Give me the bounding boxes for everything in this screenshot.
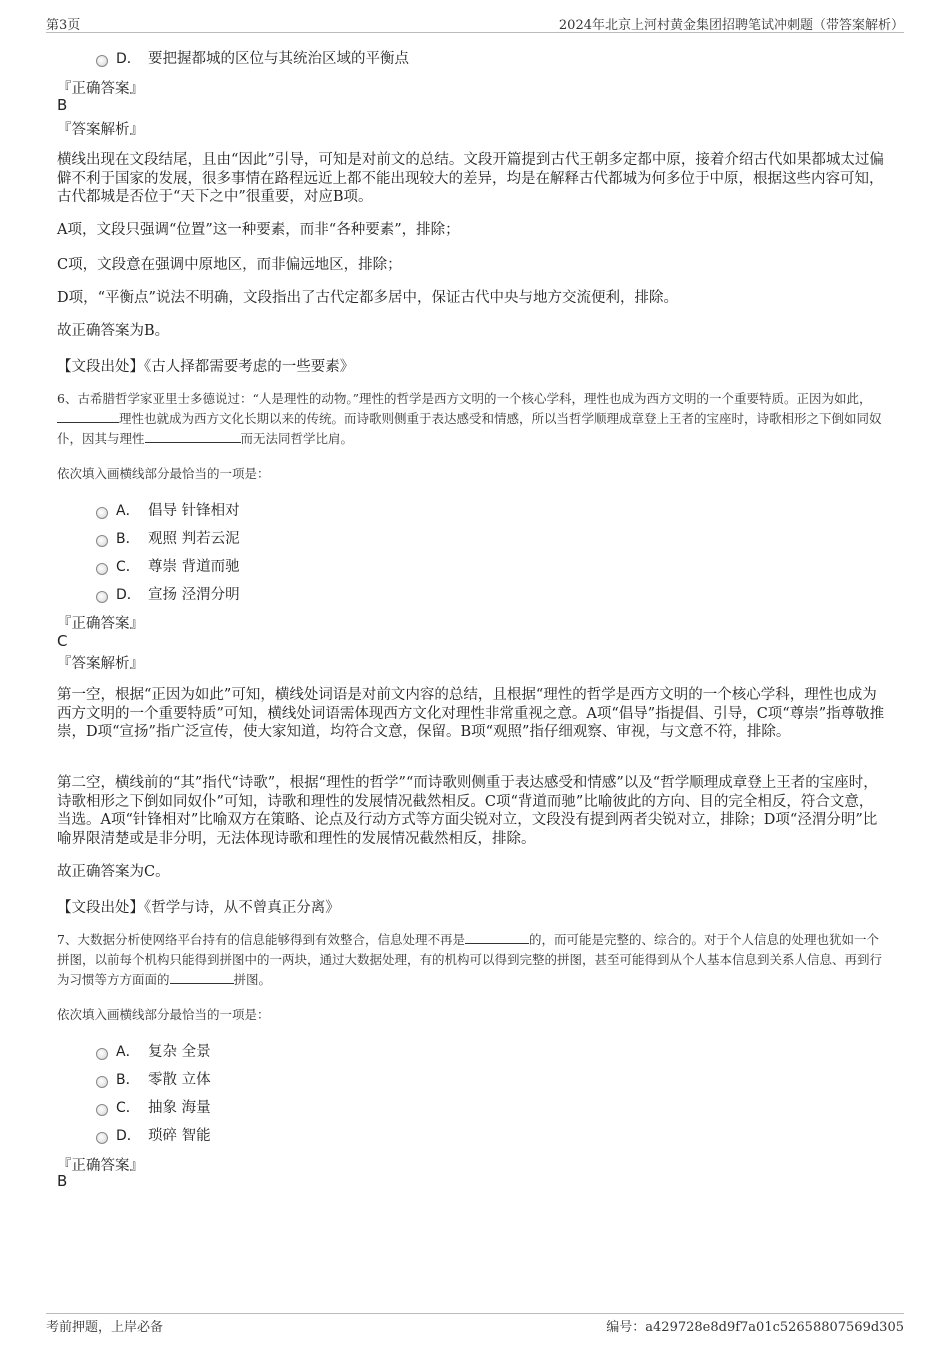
q6-analysis-1: 第一空，根据“正因为如此”可知，横线处词语是对前文内容的总结，且根据“理性的哲学是西方文明的一个核心学科，理性也成为西方文明的一个重要特质”可知，横线处词语需体现西方文化对理性非常重视之意。A项“倡导”指提倡、引导，C项“尊崇”指尊敬推崇，D项“宣扬”指广泛宣传，使大家知道，均符合文意，保留。B项“观照”指仔细观察、审视，与文意不符，排除。 [57, 687, 885, 740]
q6-analysis-3: 故正确答案为C。 [57, 864, 170, 880]
q6-analysis-2: 第二空，横线前的“其”指代“诗歌”，根据“理性的哲学”“而诗歌则侧重于表达感受和情感”以及“哲学顺理成章登上王者的宝座时，诗歌相形之下倒如同奴仆”可知，诗歌和理性的发展情况截然相反。C项“背道而驰”比喻彼此的方向、目的完全相反，符合文意，当选。A项“针锋相对”比喻双方在策略、论点及行动方式等方面尖锐对立，文段没有提到两者尖锐对立，排除；D项“泾渭分明”比喻界限清楚或是非分明，无法体现诗歌和理性的发展情况截然相反，排除。 [57, 775, 878, 847]
q7-option-c[interactable]: C． 抽象 海量 [96, 1096, 211, 1117]
q5-analysis-4: D项，“平衡点”说法不明确，文段指出了古代定都多居中，保证古代中央与地方交流便利，排除。 [57, 290, 678, 306]
q5-analysis-2: A项，文段只强调“位置”这一种要素，而非“各种要素”，排除； [57, 222, 460, 238]
q7-correct-label: 『正确答案』 [57, 1158, 144, 1174]
q7-prompt: 依次填入画横线部分最恰当的一项是： [57, 1007, 270, 1022]
radio-icon[interactable] [96, 1076, 108, 1088]
blank-1 [465, 931, 529, 944]
q6-source: 【文段出处】《哲学与诗，从不曾真正分离》 [57, 900, 340, 916]
blank-1 [57, 410, 119, 423]
q6-answer: C [57, 632, 68, 650]
radio-icon[interactable] [96, 591, 108, 603]
q6-stem: 6、古希腊哲学家亚里士多德说过：“人是理性的动物。”理性的哲学是西方文明的一个核心学科，理性也成为西方文明的一个重要特质。正因为如此，理性也就成为西方文化长期以来的传统。而诗歌则侧重于表达感受和情感，所以当哲学顺理成章登上王者的宝座时，诗歌相形之下倒如同奴仆，因其与理性 而无法同哲学比肩。 [57, 391, 882, 446]
radio-icon[interactable] [96, 1132, 108, 1144]
q5-analysis-1: 横线出现在文段结尾，且由“因此”引导，可知是对前文的总结。文段开篇提到古代王朝多定都中原，接着介绍古代如果都城太过偏僻不利于国家的发展，很多事情在路程远近上都不能出现较大的差异，均是在解释古代都城为何多位于中原，根据这些内容可知，古代都城是否位于“天下之中”很重要，对应B项。 [57, 152, 884, 205]
q7-option-d[interactable]: D． 琐碎 智能 [96, 1124, 211, 1145]
page-footer [46, 1313, 904, 1336]
q7-answer: B [57, 1172, 68, 1190]
q6-option-a[interactable]: A． 倡导 针锋相对 [96, 499, 240, 520]
q6-option-d[interactable]: D． 宣扬 泾渭分明 [96, 583, 240, 604]
page-number: 第3页 [46, 18, 81, 33]
radio-icon[interactable] [96, 55, 108, 67]
q6-option-b[interactable]: B． 观照 判若云泥 [96, 527, 240, 548]
blank-2 [145, 430, 241, 443]
blank-2 [170, 971, 234, 984]
footer-slogan: 考前押题，上岸必备 [46, 1320, 164, 1335]
radio-icon[interactable] [96, 535, 108, 547]
q5-option-d[interactable]: D． 要把握都城的区位与其统治区域的平衡点 [96, 47, 409, 68]
q6-option-c[interactable]: C． 尊崇 背道而驰 [96, 555, 240, 576]
q5-correct-label: 『正确答案』 [57, 81, 144, 97]
document-title: 2024年北京上河村黄金集团招聘笔试冲刺题（带答案解析） [558, 18, 904, 33]
document-id: 编号：a429728e8d9f7a01c52658807569d305 [606, 1320, 904, 1335]
q5-answer: B [57, 96, 68, 114]
q5-analysis-label: 『答案解析』 [57, 122, 144, 138]
q6-prompt: 依次填入画横线部分最恰当的一项是： [57, 466, 270, 481]
q6-correct-label: 『正确答案』 [57, 616, 144, 632]
q5-analysis-3: C项，文段意在强调中原地区，而非偏远地区，排除； [57, 257, 402, 273]
radio-icon[interactable] [96, 563, 108, 575]
radio-icon[interactable] [96, 1104, 108, 1116]
q7-option-b[interactable]: B． 零散 立体 [96, 1068, 211, 1089]
q5-source: 【文段出处】《古人择都需要考虑的一些要素》 [57, 359, 355, 375]
q7-stem: 7、大数据分析使网络平台持有的信息能够得到有效整合，信息处理不再是 的，而可能是完整的、综合的。对于个人信息的处理也犹如一个拼图，以前每个机构只能得到拼图中的一两块，通过大数据处理，有的机构可以得到完整的拼图，甚至可能得到从个人基本信息到关系人信息、再到行为习惯等方方面面的 拼图。 [57, 932, 883, 987]
page-header [46, 14, 904, 33]
q6-analysis-label: 『答案解析』 [57, 656, 144, 672]
radio-icon[interactable] [96, 1048, 108, 1060]
radio-icon[interactable] [96, 507, 108, 519]
q5-analysis-5: 故正确答案为B。 [57, 323, 170, 339]
q7-option-a[interactable]: A． 复杂 全景 [96, 1040, 211, 1061]
